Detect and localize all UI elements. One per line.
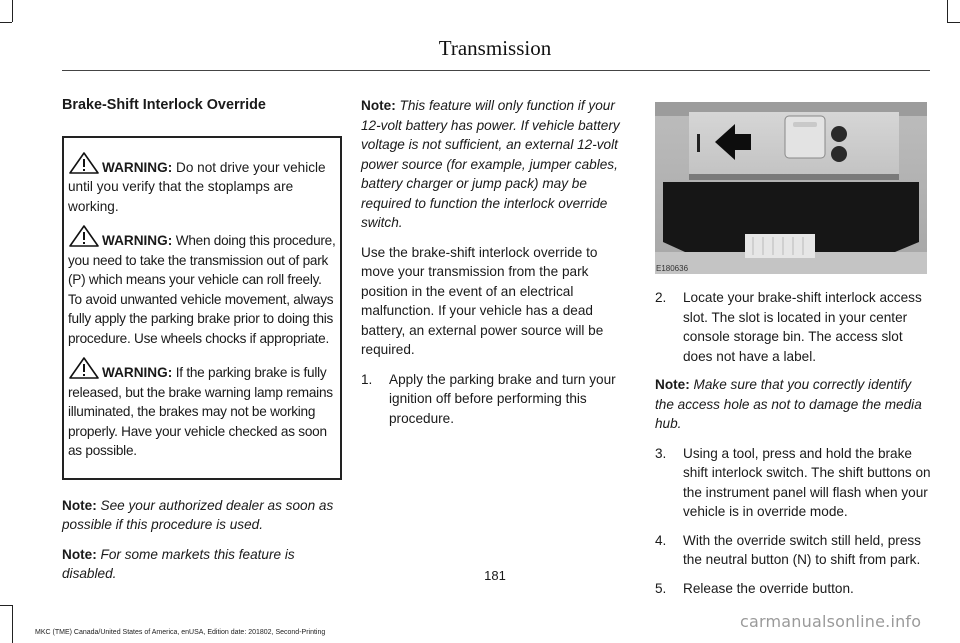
console-illustration <box>655 102 927 274</box>
page-number: 181 <box>484 568 506 583</box>
warning-2 <box>68 225 336 348</box>
crop-mark <box>12 605 13 643</box>
note-text: This feature will only function if your 12-volt battery has power. If vehicle battery voltage is not sufficient, an external 12-volt power source (for example, jumper cables, battery charger or jump pack) may be required to function the interlock override switch. <box>361 98 620 230</box>
warning-triangle-icon <box>68 357 100 379</box>
warning-box <box>62 136 342 480</box>
warning-text: Do not drive your vehicle until you verify that the stoplamps are working. <box>68 159 326 214</box>
step-list <box>361 370 629 429</box>
step-item <box>655 444 931 522</box>
note-media-hub <box>655 375 931 434</box>
warning-text: When doing this procedure, you need to take the transmission out of park (P) which means your vehicle can roll freely. To avoid unwanted vehicle movement, always fully apply the parking brake prior to doing this procedure. Use wheels chocks if appropriate. <box>68 233 336 346</box>
crop-mark <box>12 0 13 22</box>
section-heading: Brake-Shift Interlock Override <box>62 97 266 113</box>
step-number: 2. <box>655 290 667 305</box>
middle-column <box>361 96 629 437</box>
step-number: 3. <box>655 445 667 461</box>
right-column <box>655 96 931 607</box>
step-number: 4. <box>655 532 667 548</box>
step-number: 1. <box>361 371 373 387</box>
warning-triangle-icon <box>68 225 100 247</box>
figure-id: E180636 <box>656 263 689 273</box>
left-column <box>62 96 342 594</box>
crop-mark <box>0 22 12 23</box>
step-item <box>361 370 629 429</box>
step-text: With the override switch still held, press the neutral button (N) to shift from park. <box>683 532 921 567</box>
warning-label: WARNING: <box>102 365 173 380</box>
watermark: carmanualsonline.info <box>740 612 922 631</box>
note-label: Note: <box>62 546 97 562</box>
step-number: 5. <box>655 580 667 596</box>
warning-label: WARNING: <box>102 233 173 248</box>
crop-mark <box>947 22 960 23</box>
note-label: Note: <box>361 98 396 113</box>
warning-triangle-icon <box>68 152 100 174</box>
step-list <box>655 288 931 366</box>
step-item <box>655 288 931 366</box>
warning-1 <box>68 152 336 217</box>
body-paragraph: Use the brake-shift interlock override to move your transmission from the park position in the event of an electrical malfunction. If your vehicle has a dead battery, an external power source will be required. <box>361 244 604 357</box>
crop-mark <box>0 605 12 606</box>
header-rule <box>62 70 930 71</box>
step-text: Locate your brake-shift interlock access slot. The slot is located in your center console storage bin. The access slot does not have a label. <box>683 290 922 364</box>
note-1 <box>62 496 342 535</box>
warning-3 <box>68 357 336 461</box>
step-text: Release the override button. <box>683 580 854 596</box>
note-text: See your authorized dealer as soon as possible if this procedure is used. <box>62 497 334 532</box>
note-text: For some markets this feature is disabled. <box>62 546 295 581</box>
step-text: Apply the parking brake and turn your ignition off before performing this procedure. <box>389 371 616 426</box>
footer-edition-info: MKC (TME) Canada/United States of America, enUSA, Edition date: 201802, Second-Printing <box>35 629 326 636</box>
console-storage-bin-image <box>655 102 927 274</box>
note-text: Make sure that you correctly identify the access hole as not to damage the media hub. <box>655 377 922 431</box>
crop-mark <box>947 0 948 22</box>
note-label: Note: <box>655 377 690 392</box>
warning-label: WARNING: <box>102 159 173 175</box>
step-item <box>655 531 931 570</box>
page-title: Transmission <box>438 36 552 60</box>
step-text: Using a tool, press and hold the brake shift interlock switch. The shift buttons on the instrument panel will flash when your vehicle is in override mode. <box>683 445 931 519</box>
warning-text: If the parking brake is fully released, but the brake warning lamp remains illuminated, the brakes may not be working properly. Have your vehicle checked as soon as possible. <box>68 365 333 458</box>
note-battery <box>361 96 629 233</box>
note-label: Note: <box>62 497 97 513</box>
